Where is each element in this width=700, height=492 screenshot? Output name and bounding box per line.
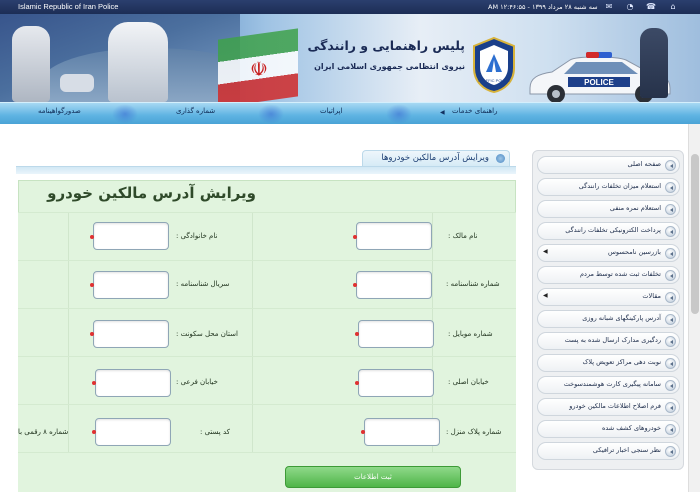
cell-divider	[68, 213, 69, 261]
cell-divider	[252, 261, 253, 309]
sidebar-item-label: استعلام نمره منفی	[609, 204, 661, 212]
province-label: استان محل سکونت :	[176, 330, 238, 338]
sidebar-item-parking[interactable]	[537, 310, 680, 328]
arrow-bullet-icon	[665, 424, 676, 435]
sidebar-item-citizen-reports[interactable]	[537, 266, 680, 284]
owner-name-input[interactable]	[356, 222, 432, 250]
postal-code-label: کد پستی :	[200, 428, 230, 436]
page-scrollbar[interactable]	[688, 124, 700, 492]
header-banner	[0, 14, 700, 102]
rss-icon[interactable]: ◔	[626, 2, 634, 11]
id-serial-input[interactable]	[93, 271, 169, 299]
house-plate-input[interactable]	[364, 418, 440, 446]
sidebar-item-label: بازرسین نامحسوس	[607, 248, 661, 256]
required-marker	[92, 381, 96, 385]
sidebar-item-owner-form[interactable]	[537, 398, 680, 416]
sidebar-item-label: سامانه پیگیری کارت هوشمندسوخت	[563, 380, 661, 388]
required-marker	[90, 332, 94, 336]
sidebar-item-label: نوبت دهی مراکز تعویض پلاک	[582, 358, 661, 366]
site-name: Islamic Republic of Iran Police	[18, 2, 119, 11]
arrow-bullet-icon	[665, 292, 676, 303]
nav-item-operations[interactable]: اپراتیات	[320, 107, 343, 115]
required-marker	[355, 332, 359, 336]
sub-street-label: خیابان فرعی :	[176, 378, 218, 386]
cell-divider	[252, 309, 253, 357]
form-title: ویرایش آدرس مالکین خودرو	[47, 184, 256, 202]
mobile-input[interactable]	[358, 320, 434, 348]
sidebar-item-post-tracking[interactable]	[537, 332, 680, 350]
cell-divider	[252, 357, 253, 405]
officer-image-2	[108, 22, 168, 102]
car-image-small	[60, 74, 94, 92]
sidebar-item-articles[interactable]	[537, 288, 680, 306]
arrow-bullet-icon	[665, 336, 676, 347]
cell-divider	[252, 405, 253, 453]
sidebar-item-home[interactable]	[537, 156, 680, 174]
family-name-label: نام خانوادگی :	[176, 232, 218, 240]
mobile-label: شماره موبایل :	[448, 330, 493, 338]
arrow-bullet-icon	[665, 160, 676, 171]
cell-divider	[68, 309, 69, 357]
required-marker	[353, 235, 357, 239]
owner-name-label: نام مالک :	[448, 232, 478, 240]
arrow-bullet-icon	[665, 182, 676, 193]
banner-title: پلیس راهنمایی و رانندگی	[307, 38, 465, 53]
required-marker	[353, 283, 357, 287]
submenu-caret-icon: ◀	[543, 292, 548, 299]
arrow-bullet-icon	[665, 314, 676, 325]
traffic-police-logo[interactable]	[470, 36, 518, 94]
sub-street-input[interactable]	[95, 369, 171, 397]
sidebar-item-label: مقالات	[642, 292, 661, 300]
nav-item-services[interactable]: راهنمای خدمات	[452, 107, 498, 115]
family-name-input[interactable]	[93, 222, 169, 250]
sidebar-item-survey[interactable]	[537, 442, 680, 460]
date-time: سه شنبه ۲۸ مرداد ۱۳۹۹ - ۱۲:۴۶:۵۵ AM	[488, 3, 598, 11]
required-marker	[90, 283, 94, 287]
required-marker	[361, 430, 365, 434]
cell-divider	[68, 357, 69, 405]
sidebar-item-pay-violations[interactable]	[537, 222, 680, 240]
bullet-icon	[496, 154, 505, 163]
form-row	[18, 356, 516, 404]
sidebar-item-label: ردگیری مدارک ارسال شده به پست	[564, 336, 661, 344]
sidebar-item-label: آدرس پارکینگهای شبانه روزی	[582, 314, 661, 322]
sidebar-item-label: تخلفات ثبت شده توسط مردم	[580, 270, 661, 278]
main-street-input[interactable]	[358, 369, 434, 397]
eight-digit-label: شماره ۸ رقمی با	[18, 428, 69, 436]
required-marker	[92, 430, 96, 434]
officer-image	[12, 26, 50, 102]
cell-divider	[432, 213, 433, 261]
officer-image-3	[640, 28, 668, 98]
nav-item-license[interactable]: صدورگواهینامه	[38, 107, 81, 115]
nav-separator	[386, 104, 412, 124]
arrow-bullet-icon	[665, 358, 676, 369]
national-id-label: شماره شناسنامه :	[446, 280, 500, 288]
arrow-bullet-icon	[665, 446, 676, 457]
postal-code-input[interactable]	[95, 418, 171, 446]
arrow-bullet-icon	[665, 380, 676, 391]
arrow-bullet-icon	[665, 248, 676, 259]
arrow-bullet-icon	[665, 204, 676, 215]
submit-button[interactable]: ثبت اطلاعات	[285, 466, 461, 488]
required-marker	[90, 235, 94, 239]
sidebar-item-found-cars[interactable]	[537, 420, 680, 438]
arrow-bullet-icon	[665, 226, 676, 237]
nav-item-numbering[interactable]: شماره گذاری	[176, 107, 216, 115]
main-street-label: خیابان اصلی :	[448, 378, 489, 386]
sidebar-item-fuel-card[interactable]	[537, 376, 680, 394]
national-id-input[interactable]	[356, 271, 432, 299]
cell-divider	[432, 261, 433, 309]
home-icon[interactable]: ⌂	[670, 2, 676, 11]
top-bar	[0, 0, 700, 14]
chevron-down-icon: ◀	[440, 109, 445, 116]
sidebar-item-label: صفحه اصلی	[627, 160, 661, 168]
form-row	[18, 404, 516, 452]
banner-subtitle: نیروی انتظامی جمهوری اسلامی ایران	[314, 62, 465, 71]
sidebar-item-label: فرم اصلاح اطلاعات مالکین خودرو	[569, 402, 661, 410]
id-serial-label: سریال شناسنامه :	[176, 280, 230, 288]
contact-icon[interactable]: ☎	[646, 2, 656, 11]
mail-icon[interactable]: ✉	[605, 2, 613, 11]
panel-tab	[362, 150, 510, 166]
submenu-caret-icon: ◀	[543, 248, 548, 255]
main-nav	[0, 102, 700, 124]
sidebar-item-label: استعلام میزان تخلفات رانندگی	[578, 182, 661, 190]
cell-divider	[68, 261, 69, 309]
sidebar-item-violations-inquiry[interactable]	[537, 178, 680, 196]
scrollbar-thumb[interactable]	[691, 154, 699, 314]
house-plate-label: شماره پلاک منزل :	[446, 428, 502, 436]
sidebar-item-plate-appointment[interactable]	[537, 354, 680, 372]
svg-text:POLICE: POLICE	[584, 78, 614, 87]
province-input[interactable]	[93, 320, 169, 348]
sidebar-item-label: پرداخت الکترونیکی تخلفات رانندگی	[565, 226, 661, 234]
cell-divider	[252, 213, 253, 261]
sidebar-item-label: نظر سنجی اخبار ترافیکی	[592, 446, 661, 454]
panel-title: ویرایش آدرس مالکین خودروها	[381, 153, 489, 163]
sidebar-item-label: خودروهای کشف شده	[601, 424, 661, 432]
nav-separator	[112, 104, 138, 124]
sidebar-item-negative-points[interactable]	[537, 200, 680, 218]
required-marker	[355, 381, 359, 385]
svg-text:TRAFFIC POLICE: TRAFFIC POLICE	[477, 78, 511, 83]
nav-separator	[258, 104, 284, 124]
panel-header-bar	[16, 166, 516, 174]
sidebar-item-inspectors[interactable]	[537, 244, 680, 262]
arrow-bullet-icon	[665, 402, 676, 413]
arrow-bullet-icon	[665, 270, 676, 281]
iran-emblem-icon: ☫	[250, 57, 268, 81]
